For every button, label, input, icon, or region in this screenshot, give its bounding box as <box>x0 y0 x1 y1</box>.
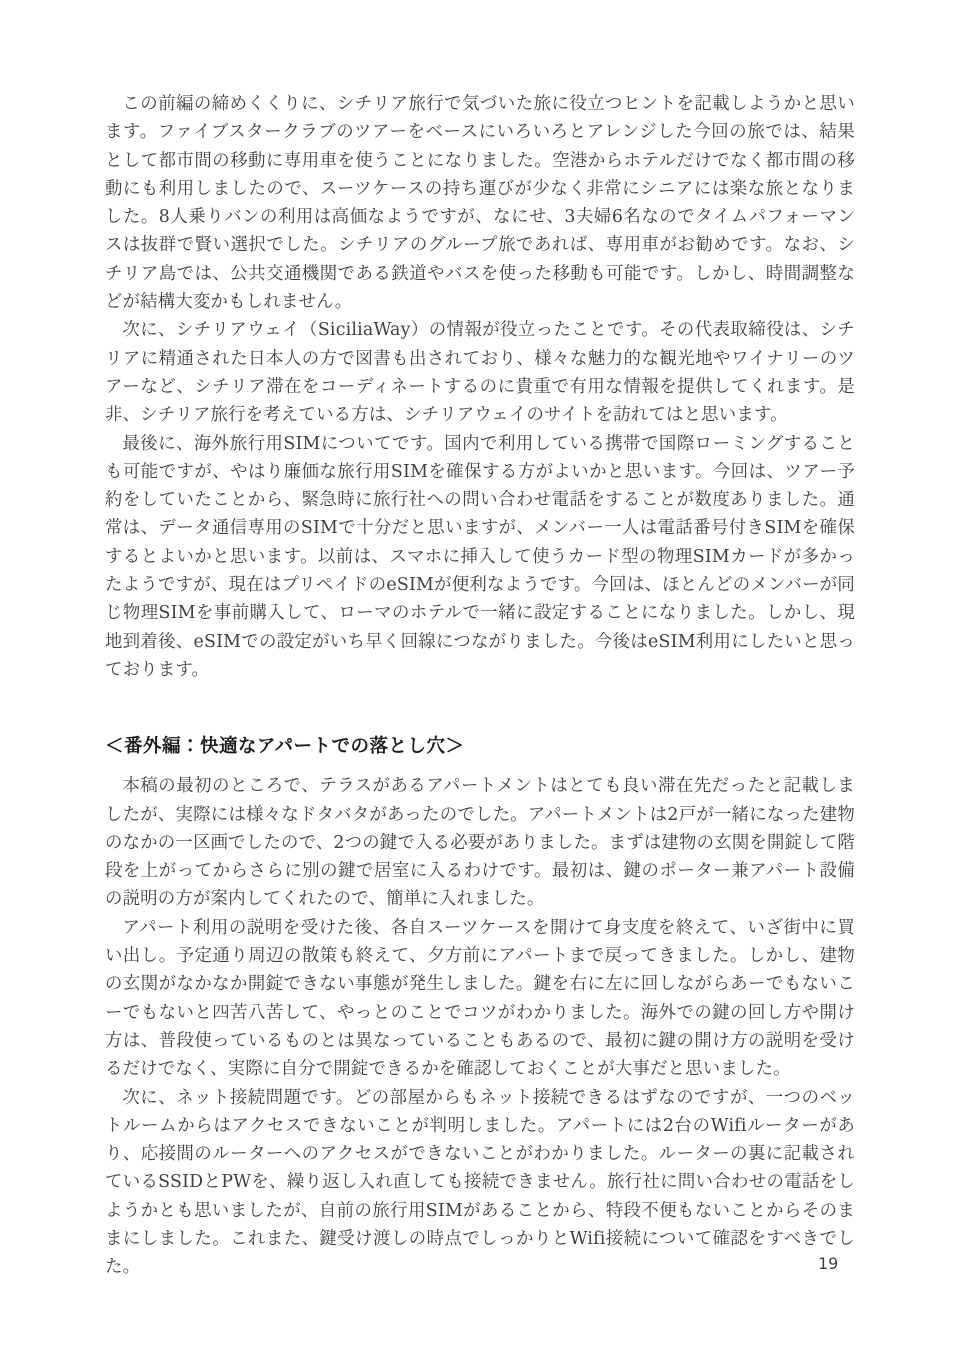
paragraph-apartment-keys: 本稿の最初のところで、テラスがあるアパートメントはとても良い滞在先だったと記載しましたが、実際には様々なドタバタがあったのでした。アパートメントは2戸が一緒になった建物のなかの一区画でしたので、2つの鍵で入る必要がありました。まずは建物の玄関を開錠して階段を上がってからさらに別の鍵で居室に入るわけです。最初は、鍵のポーター兼アパート設備の説明の方が案内してくれたので、簡単に入れました。 <box>105 776 855 910</box>
page-number: 19 <box>818 1254 839 1273</box>
text-column <box>105 90 855 1282</box>
section-heading-extra-edition: ＜番外編：快適なアパートでの落とし穴＞ <box>105 736 465 758</box>
paragraph-travel-sim: 最後に、海外旅行用SIMについてです。国内で利用している携帯で国際ローミングすることも可能ですが、やはり廉価な旅行用SIMを確保する方がよいかと思います。今回は、ツアー予約をしていたことから、緊急時に旅行社への問い合わせ電話をすることが数度ありました。通常は、データ通信専用のSIMで十分だと思いますが、メンバー一人は電話番号付きSIMを確保するとよいかと思います。以前は、スマホに挿入して使うカード型の物理SIMカードが多かったようですが、現在はプリペイドのeSIMが便利なようです。今回は、ほとんどのメンバーが同じ物理SIMを事前購入して、ローマのホテルで一緒に設定することになりました。しかし、現地到着後、eSIMでの設定がいち早く回線につながりました。今後はeSIM利用にしたいと思っております。 <box>105 433 855 680</box>
paragraph-siciliaway-info: 次に、シチリアウェイ（SiciliaWay）の情報が役立ったことです。その代表取締役は、シチリアに精通された日本人の方で図書も出されており、様々な魅力的な観光地やワイナリーのツアーなど、シチリア滞在をコーディネートするのに貴重で有用な情報を提供してくれます。是非、シチリア旅行を考えている方は、シチリアウェイのサイトを訪れてはと思います。 <box>105 320 855 426</box>
paragraph-closing-travel-tips: この前編の締めくくりに、シチリア旅行で気づいた旅に役立つヒントを記載しようかと思います。ファイブスタークラブのツアーをベースにいろいろとアレンジした今回の旅では、結果として都市間の移動に専用車を使うことになりました。空港からホテルだけでなく都市間の移動にも利用しましたので、スーツケースの持ち運びが少なく非常にシニアには楽な旅となりました。8人乗りバンの利用は高価なようですが、なにせ、3夫婦6名なのでタイムパフォーマンスは抜群で賢い選択でした。シチリアのグループ旅であれば、専用車がお勧めです。なお、シチリア島では、公共交通機関である鉄道やバスを使った移動も可能です。しかし、時間調整などが結構大変かもしれません。 <box>105 94 855 313</box>
paragraph-door-unlock-trouble: アパート利用の説明を受けた後、各自スーツケースを開けて身支度を終えて、いざ街中に買い出し。予定通り周辺の散策も終えて、夕方前にアパートまで戻ってきました。しかし、建物の玄関がなかなか開錠できない事態が発生しました。鍵を右に左に回しながらあーでもないこーでもないと四苦八苦して、やっとのことでコツがわかりました。海外での鍵の回し方や開け方は、普段使っているものとは異なっていることもあるので、最初に鍵の開け方の説明を受けるだけでなく、実際に自分で開錠できるかを確認しておくことが大事だと思いました。 <box>105 917 855 1080</box>
paragraph-wifi-trouble: 次に、ネット接続問題です。どの部屋からもネット接続できるはずなのですが、一つのベットルームからはアクセスできないことが判明しました。アパートには2台のWifiルーターがあり、応接間のルーターへのアクセスができないことがわかりました。ルーターの裏に記載されているSSIDとPWを、繰り返し入れ直しても接続できません。旅行社に問い合わせの電話をしようかとも思いましたが、自前の旅行用SIMがあることから、特段不便もないことからそのままにしました。これまた、鍵受け渡しの時点でしっかりとWifi接続について確認をすべきでした。 <box>105 1087 855 1278</box>
